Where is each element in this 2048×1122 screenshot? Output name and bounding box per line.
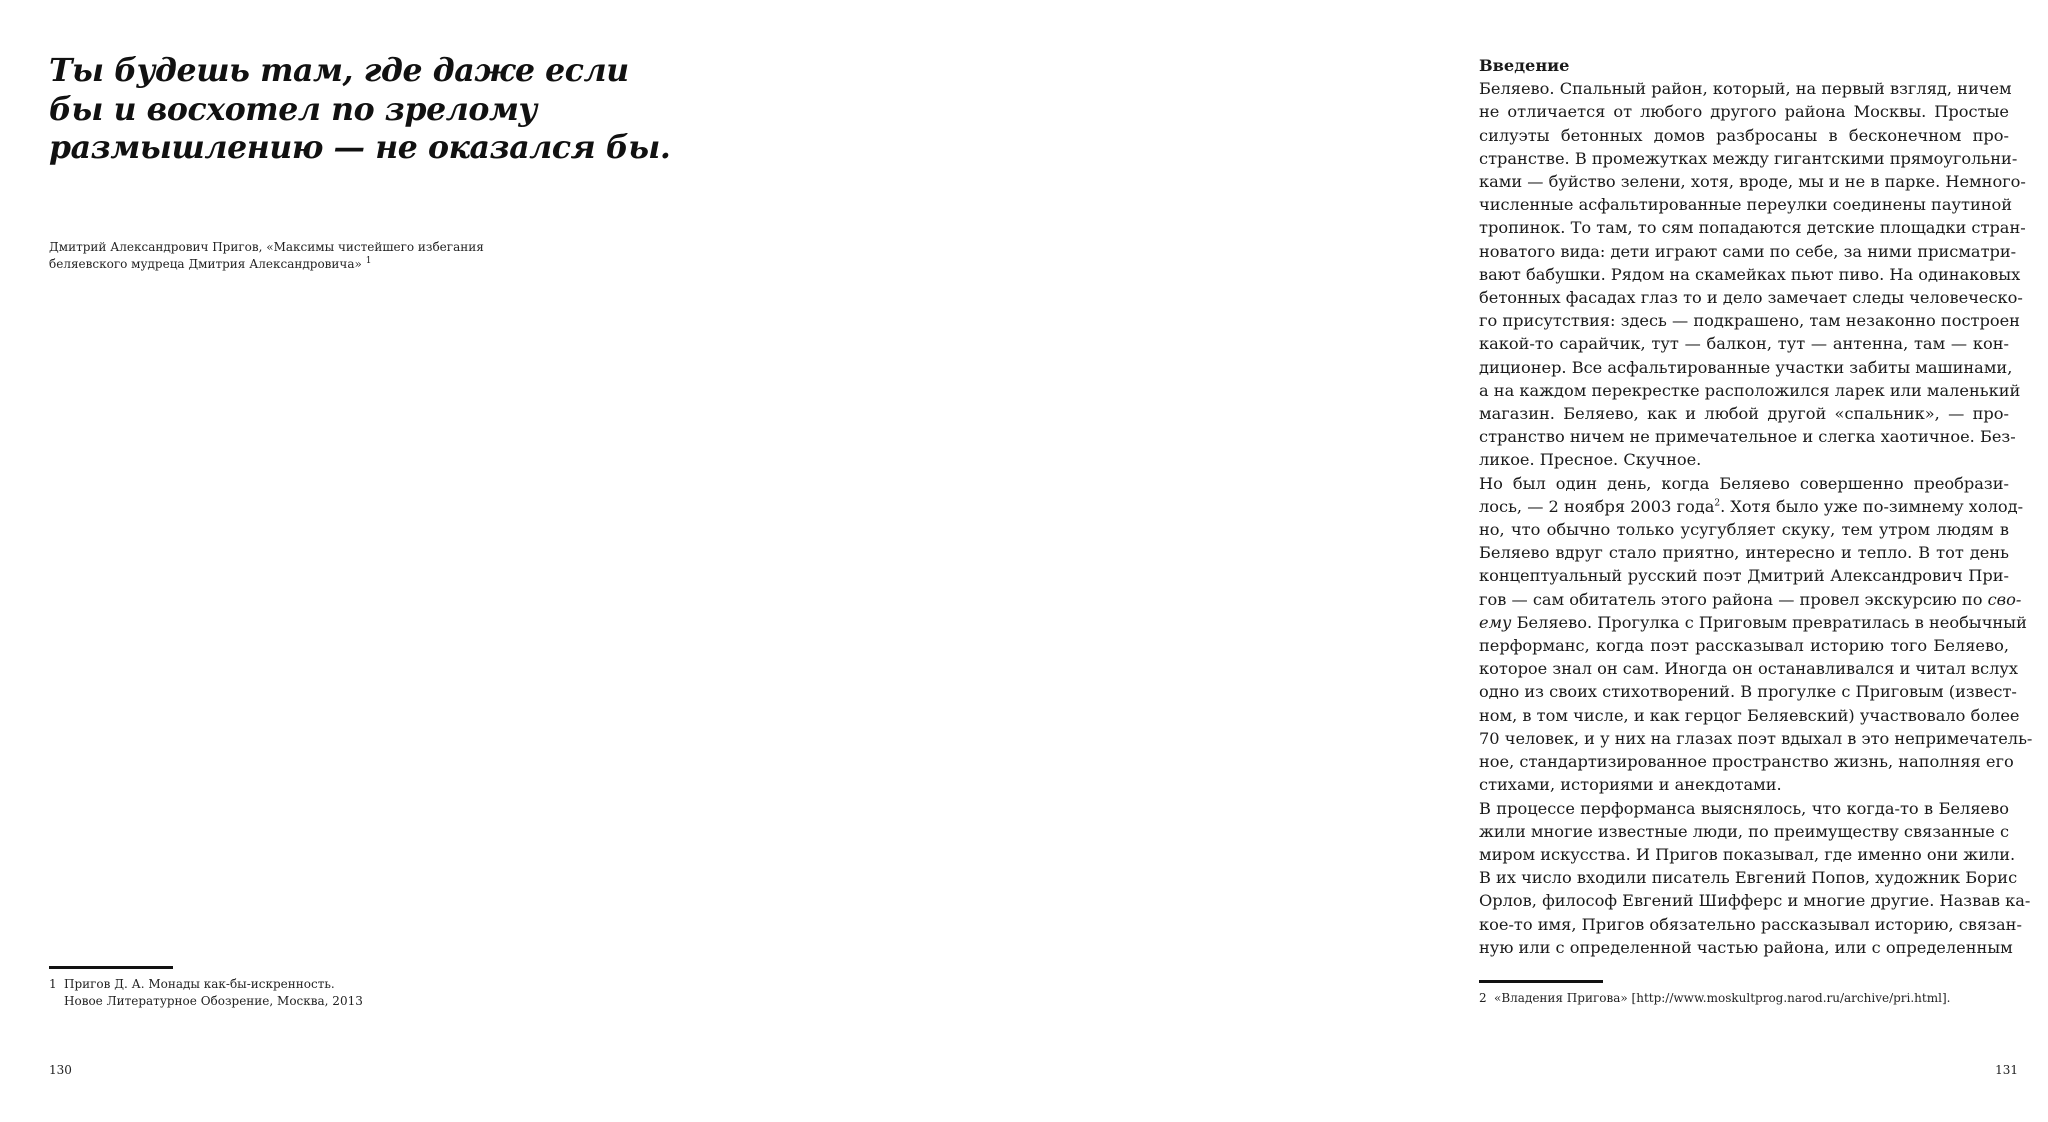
text-line: В их число входили писатель Евгений Попов, художник Борис bbox=[1479, 868, 2018, 888]
text-line: странстве. В промежутках между гигантскими прямоугольни- bbox=[1479, 148, 2018, 168]
epigraph-line: размышлению — не оказался бы. bbox=[49, 129, 671, 166]
footnote-number: 2 bbox=[1479, 991, 1487, 1005]
section-heading: Введение bbox=[1479, 56, 1570, 75]
text-line: бетонных фасадах глаз то и дело замечает следы человеческо- bbox=[1479, 288, 2023, 308]
footnote-reference[interactable]: 1 bbox=[365, 256, 372, 266]
text-line: ную или с определенной частью района, или с определенным bbox=[1479, 937, 2013, 957]
text-run: лось, — 2 ноября 2003 года bbox=[1479, 496, 1715, 516]
text-line: го присутствия: здесь — подкрашено, там незаконно построен bbox=[1479, 311, 2020, 331]
epigraph-line: Ты будешь там, где даже если bbox=[49, 52, 629, 89]
footnote-text: Пригов Д. А. Монады как-бы-искренность. bbox=[64, 977, 335, 991]
text-line: Орлов, философ Евгений Шифферс и многие другие. Назвав ка- bbox=[1479, 891, 2031, 911]
footnote bbox=[1479, 990, 1950, 1007]
text-line: ном, в том числе, и как герцог Беляевский) участвовало более bbox=[1479, 705, 2020, 725]
text-line: Но был один день, когда Беляево совершенно преобрази- bbox=[1479, 473, 2009, 493]
text-run: Беляево. Прогулка с Приговым превратилась в необычный bbox=[1516, 612, 2027, 632]
text-line: а на каждом перекрестке расположился ларек или маленький bbox=[1479, 380, 2021, 400]
epigraph bbox=[49, 52, 671, 168]
attribution-text: беляевского мудреца Дмитрия Александровича» bbox=[49, 257, 362, 271]
text-line: ное, стандартизированное пространство жизнь, наполняя его bbox=[1479, 752, 2014, 772]
text-line: 70 человек, и у них на глазах поэт вдыхал в это непримечатель- bbox=[1479, 728, 2033, 748]
text-line: перформанс, когда поэт рассказывал историю того Беляево, bbox=[1479, 636, 2009, 656]
body-text bbox=[1479, 54, 2033, 959]
text-line: жили многие известные люди, по преимуществу связанные с bbox=[1479, 821, 2010, 841]
text-line: странство ничем не примечательное и слегка хаотичное. Без- bbox=[1479, 427, 2016, 447]
italic-text: ему bbox=[1479, 612, 1512, 632]
footnote-separator bbox=[49, 966, 173, 969]
italic-text: сво- bbox=[1987, 589, 2022, 609]
text-run: гов — сам обитатель этого района — провел экскурсию по bbox=[1479, 589, 1983, 609]
text-line: новатого вида: дети играют сами по себе, за ними присматри- bbox=[1479, 241, 2017, 261]
text-line: не отличается от любого другого района Москвы. Простые bbox=[1479, 102, 2009, 122]
text-line: магазин. Беляево, как и любой другой «спальник», — про- bbox=[1479, 404, 2009, 424]
text-line: какой-то сарайчик, тут — балкон, тут — антенна, там — кон- bbox=[1479, 334, 2009, 354]
text-line: Беляево. Спальный район, который, на первый взгляд, ничем bbox=[1479, 79, 2012, 99]
text-line: но, что обычно только усугубляет скуку, тем утром людям в bbox=[1479, 520, 2009, 540]
attribution-line bbox=[49, 256, 569, 273]
text-line: В процессе перформанса выяснялось, что когда-то в Беляево bbox=[1479, 798, 2009, 818]
text-line: диционер. Все асфальтированные участки забиты машинами, bbox=[1479, 357, 2013, 377]
text-line: Беляево вдруг стало приятно, интересно и тепло. В тот день bbox=[1479, 543, 2009, 563]
text-line: кое-то имя, Пригов обязательно рассказывал историю, связан- bbox=[1479, 914, 2022, 934]
text-line: концептуальный русский поэт Дмитрий Александрович При- bbox=[1479, 566, 2009, 586]
footnote-reference[interactable]: 2 bbox=[1714, 498, 1721, 509]
epigraph-attribution bbox=[49, 239, 569, 273]
footnote-text: Новое Литературное Обозрение, Москва, 2013 bbox=[64, 994, 363, 1008]
text-line: численные асфальтированные переулки соединены паутиной bbox=[1479, 195, 2013, 215]
page-number: 130 bbox=[49, 1063, 72, 1077]
text-line: одно из своих стихотворений. В прогулке с Приговым (извест- bbox=[1479, 682, 2017, 702]
text-line: ками — буйство зелени, хотя, вроде, мы и не в парке. Немного- bbox=[1479, 172, 2026, 192]
text-line: вают бабушки. Рядом на скамейках пьют пиво. На одинаковых bbox=[1479, 264, 2021, 284]
text-line: которое знал он сам. Иногда он останавливался и читал вслух bbox=[1479, 659, 2019, 679]
epigraph-line: бы и восхотел по зрелому bbox=[49, 90, 538, 128]
text-run: . Хотя было уже по-зимнему холод- bbox=[1720, 496, 2024, 516]
text-line: тропинок. То там, то сям попадаются детские площадки стран- bbox=[1479, 218, 2026, 238]
text-line: стихами, историями и анекдотами. bbox=[1479, 775, 1782, 795]
footnote-text[interactable]: «Владения Пригова» [http://www.moskultprog.narod.ru/archive/pri.html]. bbox=[1494, 991, 1951, 1005]
text-line bbox=[1479, 611, 2027, 634]
text-line bbox=[1479, 588, 2022, 611]
footnote-number: 1 bbox=[49, 977, 57, 991]
page-number: 131 bbox=[1995, 1063, 2018, 1077]
text-line bbox=[1479, 495, 2024, 518]
attribution-line: Дмитрий Александрович Пригов, «Максимы чистейшего избегания bbox=[49, 240, 484, 254]
footnote bbox=[49, 976, 363, 1010]
text-line: миром искусства. И Пригов показывал, где именно они жили. bbox=[1479, 844, 2016, 864]
text-line: ликое. Пресное. Скучное. bbox=[1479, 450, 1702, 470]
footnote-separator bbox=[1479, 980, 1603, 983]
text-line: силуэты бетонных домов разбросаны в бесконечном про- bbox=[1479, 125, 2009, 145]
